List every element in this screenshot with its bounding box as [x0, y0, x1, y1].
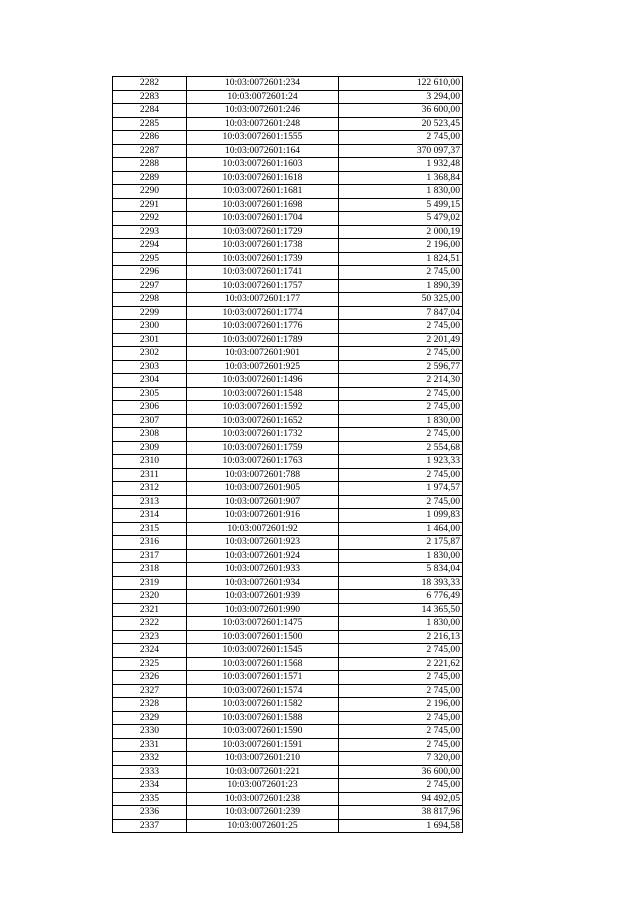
table-row [113, 266, 463, 280]
cadastral-value-cell: 2 745,00 [339, 738, 463, 752]
cadastral-value-cell: 38 817,96 [339, 806, 463, 820]
cadastral-number-cell: 10:03:0072601:1545 [187, 644, 339, 658]
table-row [113, 671, 463, 685]
row-number-cell: 2316 [113, 536, 187, 550]
row-number-cell: 2323 [113, 630, 187, 644]
row-number-cell: 2292 [113, 212, 187, 226]
row-number-cell: 2311 [113, 468, 187, 482]
row-number-cell: 2296 [113, 266, 187, 280]
cadastral-value-table [112, 76, 463, 833]
table-row [113, 90, 463, 104]
cadastral-value-cell: 6 776,49 [339, 590, 463, 604]
row-number-cell: 2290 [113, 185, 187, 199]
cadastral-number-cell: 10:03:0072601:1763 [187, 455, 339, 469]
cadastral-value-cell: 5 834,04 [339, 563, 463, 577]
cadastral-value-cell: 7 320,00 [339, 752, 463, 766]
cadastral-value-cell: 2 196,00 [339, 239, 463, 253]
cadastral-number-cell: 10:03:0072601:907 [187, 495, 339, 509]
table-row [113, 185, 463, 199]
cadastral-value-cell: 1 830,00 [339, 185, 463, 199]
cadastral-number-cell: 10:03:0072601:1618 [187, 171, 339, 185]
row-number-cell: 2301 [113, 333, 187, 347]
cadastral-value-cell: 20 523,45 [339, 117, 463, 131]
table-row [113, 306, 463, 320]
table-row [113, 333, 463, 347]
cadastral-value-cell: 2 596,77 [339, 360, 463, 374]
cadastral-value-cell: 2 745,00 [339, 347, 463, 361]
cadastral-number-cell: 10:03:0072601:924 [187, 549, 339, 563]
row-number-cell: 2287 [113, 144, 187, 158]
table-row [113, 765, 463, 779]
table-row [113, 414, 463, 428]
row-number-cell: 2306 [113, 401, 187, 415]
table-row [113, 293, 463, 307]
cadastral-number-cell: 10:03:0072601:239 [187, 806, 339, 820]
cadastral-number-cell: 10:03:0072601:1729 [187, 225, 339, 239]
cadastral-number-cell: 10:03:0072601:25 [187, 819, 339, 833]
cadastral-number-cell: 10:03:0072601:1774 [187, 306, 339, 320]
table-row [113, 428, 463, 442]
table-row [113, 725, 463, 739]
row-number-cell: 2333 [113, 765, 187, 779]
cadastral-value-cell: 2 214,30 [339, 374, 463, 388]
table-row [113, 347, 463, 361]
table-row [113, 603, 463, 617]
cadastral-number-cell: 10:03:0072601:1592 [187, 401, 339, 415]
row-number-cell: 2334 [113, 779, 187, 793]
cadastral-value-cell: 36 600,00 [339, 765, 463, 779]
cadastral-number-cell: 10:03:0072601:210 [187, 752, 339, 766]
cadastral-value-cell: 5 479,02 [339, 212, 463, 226]
row-number-cell: 2332 [113, 752, 187, 766]
row-number-cell: 2325 [113, 657, 187, 671]
cadastral-value-cell: 2 745,00 [339, 725, 463, 739]
table-row [113, 617, 463, 631]
table-row [113, 225, 463, 239]
row-number-cell: 2331 [113, 738, 187, 752]
cadastral-value-cell: 1 932,48 [339, 158, 463, 172]
table-row [113, 482, 463, 496]
cadastral-number-cell: 10:03:0072601:1757 [187, 279, 339, 293]
row-number-cell: 2313 [113, 495, 187, 509]
table-row [113, 252, 463, 266]
cadastral-value-cell: 2 745,00 [339, 266, 463, 280]
table-row [113, 171, 463, 185]
table-row [113, 536, 463, 550]
cadastral-value-cell: 1 830,00 [339, 549, 463, 563]
cadastral-value-cell: 36 600,00 [339, 104, 463, 118]
table-row [113, 698, 463, 712]
cadastral-value-cell: 2 745,00 [339, 320, 463, 334]
cadastral-number-cell: 10:03:0072601:1603 [187, 158, 339, 172]
cadastral-number-cell: 10:03:0072601:1475 [187, 617, 339, 631]
cadastral-number-cell: 10:03:0072601:923 [187, 536, 339, 550]
cadastral-number-cell: 10:03:0072601:1591 [187, 738, 339, 752]
table-row [113, 374, 463, 388]
row-number-cell: 2324 [113, 644, 187, 658]
row-number-cell: 2303 [113, 360, 187, 374]
cadastral-number-cell: 10:03:0072601:23 [187, 779, 339, 793]
table-row [113, 806, 463, 820]
cadastral-value-cell: 2 745,00 [339, 779, 463, 793]
cadastral-value-cell: 94 492,05 [339, 792, 463, 806]
cadastral-number-cell: 10:03:0072601:1732 [187, 428, 339, 442]
cadastral-value-cell: 2 745,00 [339, 401, 463, 415]
row-number-cell: 2284 [113, 104, 187, 118]
table-row [113, 360, 463, 374]
table-row [113, 212, 463, 226]
table-row [113, 158, 463, 172]
cadastral-number-cell: 10:03:0072601:1704 [187, 212, 339, 226]
table-row [113, 630, 463, 644]
cadastral-number-cell: 10:03:0072601:925 [187, 360, 339, 374]
cadastral-value-cell: 2 216,13 [339, 630, 463, 644]
cadastral-value-cell: 1 694,58 [339, 819, 463, 833]
table-row [113, 684, 463, 698]
cadastral-number-cell: 10:03:0072601:164 [187, 144, 339, 158]
row-number-cell: 2294 [113, 239, 187, 253]
table-row [113, 752, 463, 766]
table-body [113, 77, 463, 833]
table-row [113, 779, 463, 793]
row-number-cell: 2326 [113, 671, 187, 685]
cadastral-number-cell: 10:03:0072601:1496 [187, 374, 339, 388]
cadastral-value-cell: 1 890,39 [339, 279, 463, 293]
table-row [113, 401, 463, 415]
table-row [113, 711, 463, 725]
cadastral-value-cell: 1 368,84 [339, 171, 463, 185]
cadastral-value-cell: 2 745,00 [339, 671, 463, 685]
cadastral-value-cell: 3 294,00 [339, 90, 463, 104]
cadastral-number-cell: 10:03:0072601:1574 [187, 684, 339, 698]
cadastral-number-cell: 10:03:0072601:1789 [187, 333, 339, 347]
row-number-cell: 2286 [113, 131, 187, 145]
row-number-cell: 2285 [113, 117, 187, 131]
cadastral-value-cell: 1 099,83 [339, 509, 463, 523]
cadastral-value-cell: 2 745,00 [339, 131, 463, 145]
cadastral-number-cell: 10:03:0072601:1568 [187, 657, 339, 671]
row-number-cell: 2298 [113, 293, 187, 307]
cadastral-number-cell: 10:03:0072601:92 [187, 522, 339, 536]
cadastral-number-cell: 10:03:0072601:1548 [187, 387, 339, 401]
cadastral-value-cell: 2 745,00 [339, 495, 463, 509]
table-row [113, 279, 463, 293]
cadastral-value-cell: 1 830,00 [339, 414, 463, 428]
row-number-cell: 2300 [113, 320, 187, 334]
row-number-cell: 2312 [113, 482, 187, 496]
cadastral-number-cell: 10:03:0072601:1698 [187, 198, 339, 212]
table-row [113, 644, 463, 658]
cadastral-value-cell: 2 745,00 [339, 644, 463, 658]
table-row [113, 455, 463, 469]
row-number-cell: 2304 [113, 374, 187, 388]
row-number-cell: 2321 [113, 603, 187, 617]
cadastral-value-cell: 122 610,00 [339, 77, 463, 91]
row-number-cell: 2310 [113, 455, 187, 469]
table-row [113, 549, 463, 563]
table-row [113, 387, 463, 401]
cadastral-value-cell: 2 554,68 [339, 441, 463, 455]
cadastral-value-cell: 2 745,00 [339, 387, 463, 401]
table-row [113, 819, 463, 833]
cadastral-number-cell: 10:03:0072601:1590 [187, 725, 339, 739]
cadastral-value-cell: 2 201,49 [339, 333, 463, 347]
row-number-cell: 2337 [113, 819, 187, 833]
row-number-cell: 2330 [113, 725, 187, 739]
row-number-cell: 2314 [113, 509, 187, 523]
table-row [113, 77, 463, 91]
cadastral-value-cell: 1 464,00 [339, 522, 463, 536]
cadastral-value-cell: 5 499,15 [339, 198, 463, 212]
cadastral-number-cell: 10:03:0072601:1582 [187, 698, 339, 712]
row-number-cell: 2329 [113, 711, 187, 725]
cadastral-value-cell: 18 393,33 [339, 576, 463, 590]
cadastral-number-cell: 10:03:0072601:990 [187, 603, 339, 617]
table-row [113, 792, 463, 806]
cadastral-value-cell: 7 847,04 [339, 306, 463, 320]
cadastral-value-cell: 2 221,62 [339, 657, 463, 671]
table-row [113, 738, 463, 752]
cadastral-number-cell: 10:03:0072601:1588 [187, 711, 339, 725]
table-row [113, 495, 463, 509]
cadastral-value-cell: 1 923,33 [339, 455, 463, 469]
row-number-cell: 2291 [113, 198, 187, 212]
row-number-cell: 2288 [113, 158, 187, 172]
cadastral-number-cell: 10:03:0072601:24 [187, 90, 339, 104]
cadastral-number-cell: 10:03:0072601:1759 [187, 441, 339, 455]
cadastral-number-cell: 10:03:0072601:1652 [187, 414, 339, 428]
row-number-cell: 2322 [113, 617, 187, 631]
cadastral-number-cell: 10:03:0072601:1741 [187, 266, 339, 280]
cadastral-value-cell: 1 974,57 [339, 482, 463, 496]
table-row [113, 590, 463, 604]
cadastral-number-cell: 10:03:0072601:901 [187, 347, 339, 361]
cadastral-number-cell: 10:03:0072601:1681 [187, 185, 339, 199]
table-row [113, 198, 463, 212]
cadastral-value-cell: 2 745,00 [339, 684, 463, 698]
cadastral-value-cell: 2 196,00 [339, 698, 463, 712]
table-row [113, 239, 463, 253]
table-row [113, 320, 463, 334]
table-row [113, 509, 463, 523]
table-row [113, 441, 463, 455]
cadastral-value-cell: 2 745,00 [339, 711, 463, 725]
table-row [113, 144, 463, 158]
row-number-cell: 2336 [113, 806, 187, 820]
cadastral-value-cell: 2 175,87 [339, 536, 463, 550]
row-number-cell: 2282 [113, 77, 187, 91]
cadastral-number-cell: 10:03:0072601:248 [187, 117, 339, 131]
cadastral-value-cell: 14 365,50 [339, 603, 463, 617]
table-row [113, 522, 463, 536]
row-number-cell: 2297 [113, 279, 187, 293]
table-row [113, 117, 463, 131]
row-number-cell: 2283 [113, 90, 187, 104]
row-number-cell: 2335 [113, 792, 187, 806]
table-row [113, 104, 463, 118]
cadastral-number-cell: 10:03:0072601:246 [187, 104, 339, 118]
cadastral-number-cell: 10:03:0072601:238 [187, 792, 339, 806]
cadastral-value-cell: 2 745,00 [339, 468, 463, 482]
row-number-cell: 2318 [113, 563, 187, 577]
cadastral-value-cell: 1 830,00 [339, 617, 463, 631]
row-number-cell: 2289 [113, 171, 187, 185]
cadastral-value-cell: 2 000,19 [339, 225, 463, 239]
row-number-cell: 2295 [113, 252, 187, 266]
cadastral-number-cell: 10:03:0072601:1738 [187, 239, 339, 253]
cadastral-number-cell: 10:03:0072601:1776 [187, 320, 339, 334]
cadastral-value-cell: 370 097,37 [339, 144, 463, 158]
cadastral-number-cell: 10:03:0072601:1739 [187, 252, 339, 266]
row-number-cell: 2309 [113, 441, 187, 455]
table-row [113, 576, 463, 590]
cadastral-value-cell: 50 325,00 [339, 293, 463, 307]
table-row [113, 657, 463, 671]
table-row [113, 563, 463, 577]
cadastral-number-cell: 10:03:0072601:1571 [187, 671, 339, 685]
row-number-cell: 2315 [113, 522, 187, 536]
row-number-cell: 2328 [113, 698, 187, 712]
cadastral-number-cell: 10:03:0072601:1500 [187, 630, 339, 644]
cadastral-value-cell: 2 745,00 [339, 428, 463, 442]
row-number-cell: 2327 [113, 684, 187, 698]
row-number-cell: 2308 [113, 428, 187, 442]
cadastral-number-cell: 10:03:0072601:916 [187, 509, 339, 523]
cadastral-number-cell: 10:03:0072601:221 [187, 765, 339, 779]
cadastral-number-cell: 10:03:0072601:939 [187, 590, 339, 604]
table-row [113, 468, 463, 482]
row-number-cell: 2302 [113, 347, 187, 361]
row-number-cell: 2317 [113, 549, 187, 563]
cadastral-number-cell: 10:03:0072601:905 [187, 482, 339, 496]
row-number-cell: 2293 [113, 225, 187, 239]
cadastral-number-cell: 10:03:0072601:934 [187, 576, 339, 590]
cadastral-number-cell: 10:03:0072601:933 [187, 563, 339, 577]
row-number-cell: 2319 [113, 576, 187, 590]
row-number-cell: 2307 [113, 414, 187, 428]
table-row [113, 131, 463, 145]
cadastral-number-cell: 10:03:0072601:177 [187, 293, 339, 307]
cadastral-number-cell: 10:03:0072601:788 [187, 468, 339, 482]
row-number-cell: 2320 [113, 590, 187, 604]
row-number-cell: 2299 [113, 306, 187, 320]
cadastral-number-cell: 10:03:0072601:1555 [187, 131, 339, 145]
row-number-cell: 2305 [113, 387, 187, 401]
cadastral-value-cell: 1 824,51 [339, 252, 463, 266]
cadastral-number-cell: 10:03:0072601:234 [187, 77, 339, 91]
